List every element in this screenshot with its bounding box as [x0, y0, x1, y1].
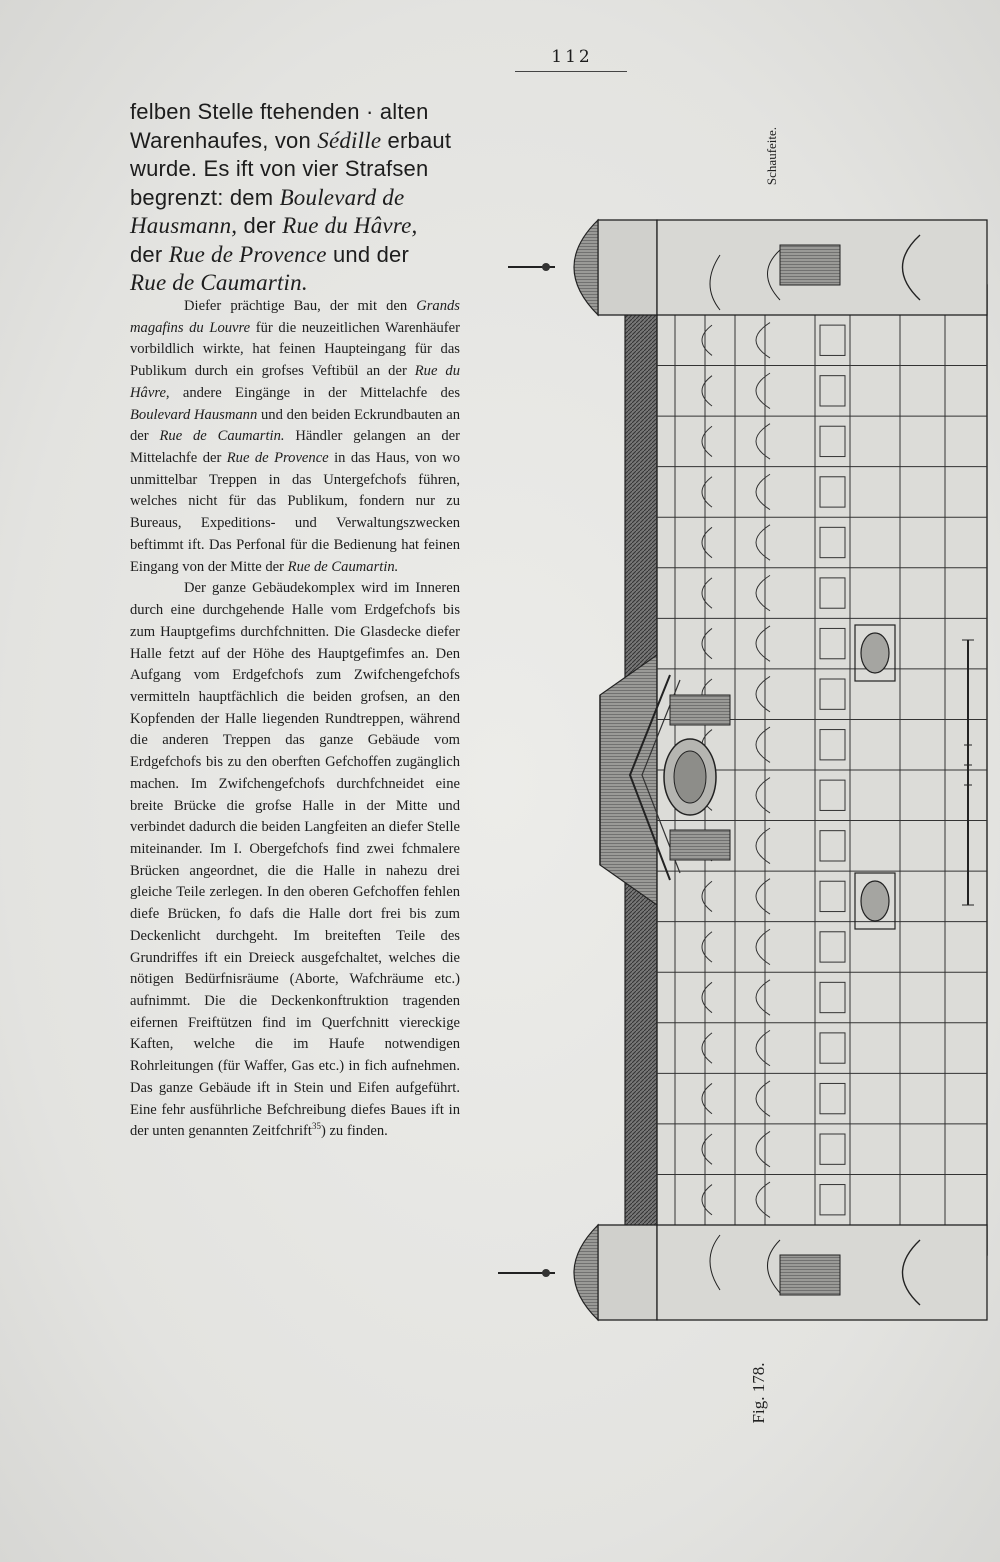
figure-caption: Fig. 178.	[749, 1362, 768, 1424]
corner-pavilion-bottom	[498, 1225, 987, 1320]
intro-text	[130, 98, 470, 298]
intro-line-3: wurde. Es ift von vier Strafsen	[130, 156, 429, 181]
intro-line-4: begrenzt: dem Boulevard de	[130, 184, 405, 210]
central-roof	[600, 655, 657, 905]
figure-side-label: Schaufeite.	[764, 126, 779, 186]
intro-line-1: felben Stelle ftehenden · alten	[130, 99, 429, 124]
footnote-ref: 35	[311, 1121, 321, 1132]
paragraph-1: Diefer prächtige Bau, der mit den Grands magafins du Louvre für die neuzeitlichen Warenhäufer vorbildlich wirkte, hat feinen Haupteingang für das Publikum durch ein grofses Veftibül an der Rue du Hâvre, andere Eingänge in der Mittelachfe des Boulevard Hausmann und den beiden Eckrundbauten an der Rue de Caumartin. Händler gelangen an der Mittelachfe der Rue de Provence in das Haus, von wo unmittelbar Treppen in das Untergefchofs führen, welches nicht für das Publikum, fondern nur zu Bureaus, Expeditions- und Verwaltungszwecken beftimmt ift. Das Perfonal für die Bedienung hat feinen Eingang von der Mitte der Rue de Caumartin.	[130, 298, 461, 575]
intro-line-2: Warenhaufes, von Sédille erbaut	[130, 127, 452, 153]
facade-elevation-figure	[480, 95, 1000, 1495]
corner-pavilion-top	[508, 220, 987, 315]
intro-line-7: Rue de Caumartin.	[130, 270, 308, 295]
paragraph-2: Der ganze Gebäudekomplex wird im Inneren durch eine durchgehende Halle vom Erdgefchofs bis zum Hauptgefims durchfchnitten. Die Glasdecke diefer Halle fetzt auf der Höhe des Hauptgefimfes an. Den Aufgang vom Erdgefchofs zum Zwifchengefchofs vermitteln hauptfächlich die beiden grofsen, an den Kopfenden der Halle liegenden Rundtreppen, während die anderen Treppen das ganze Gebäude vom Erdgefchofs bis zu den oberften Gefchoffen zugänglich machen. Im Zwifchengefchofs durchfchneidet eine breite Brücke die grofse Halle in der Mitte und verbindet dadurch die beiden Langfeiten an diefer Stelle miteinander. Im I. Obergefchofs find zwei fchmalere Brücken angeordnet, die die Halle in nahezu drei gleiche Teile zerlegen. In den oberen Gefchoffen fehlen diefe Brücken, fo dafs die Halle dort frei bis zum Deckenlicht durchgeht. Im breiteften Teile des Grundriffes ift ein Dreieck ausgefchaltet, welches die nötigen Bedürfnisräume (Aborte, Wafchräume etc.) aufnimmt. Die die Deckenkonftruktion tragenden eifernen Freiftützen find im Querfchnitt viereckige Kaften, welche die im Haufe notwendigen Rohrleitungen (für Waffer, Gas etc.) in fich aufnehmen. Das ganze Gebäude ift in Stein und Eifen aufgeführt. Eine fehr ausführliche Befchreibung diefes Baues ift in der unten genannten Zeitfchrift$^{35}$) zu finden.	[130, 580, 460, 1140]
body-text	[130, 296, 460, 1143]
intro-line-5: Hausmann, der Rue du Hâvre,	[130, 213, 418, 238]
page-number: 112	[551, 47, 593, 67]
header-rule	[515, 71, 627, 72]
intro-line-6: der Rue de Provence und der	[130, 241, 409, 267]
